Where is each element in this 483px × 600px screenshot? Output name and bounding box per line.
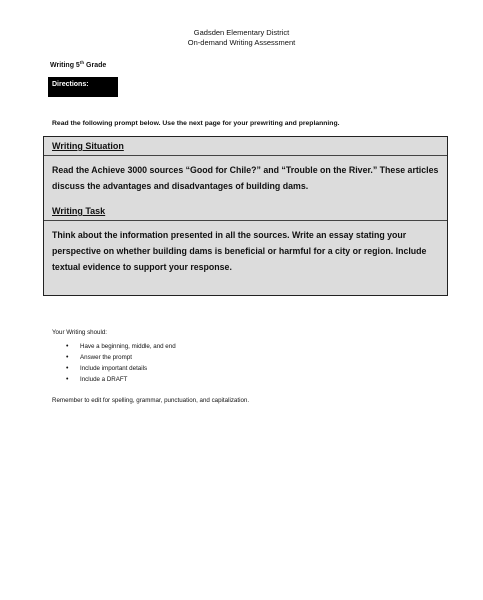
list-item: • Have a beginning, middle, and end <box>66 341 176 352</box>
writing-situation-text: Read the Achieve 3000 sources “Good for Chile?” and “Trouble on the River.” These articles discuss the advantages and disadvantages of building dams. <box>52 165 439 191</box>
grade-label: Writing 5th Grade <box>50 60 107 69</box>
writing-should-label: Your Writing should: <box>52 329 108 336</box>
remember-note: Remember to edit for spelling, grammar, punctuation, and capitalization. <box>52 397 250 404</box>
district-name: Gadsden Elementary District <box>193 28 290 37</box>
list-item: • Answer the prompt <box>66 352 176 363</box>
assessment-title: On-demand Writing Assessment <box>187 38 296 47</box>
divider <box>44 220 447 221</box>
writing-situation-heading: Writing Situation <box>52 141 124 151</box>
prompt-box <box>43 136 448 296</box>
read-instructions: Read the following prompt below. Use the next page for your prewriting and preplanning. <box>52 120 340 127</box>
list-item: • Include a DRAFT <box>66 374 176 385</box>
directions-label: Directions: <box>48 77 118 97</box>
divider <box>44 155 447 156</box>
writing-task-text: Think about the information presented in all the sources. Write an essay stating your perspective on whether building dams is beneficial or harmful for a city or region. Include textual evidence to support your response. <box>52 230 427 272</box>
writing-task-heading: Writing Task <box>52 206 106 216</box>
requirements-list <box>66 341 176 385</box>
list-item: • Include important details <box>66 363 176 374</box>
document-header <box>0 28 483 48</box>
